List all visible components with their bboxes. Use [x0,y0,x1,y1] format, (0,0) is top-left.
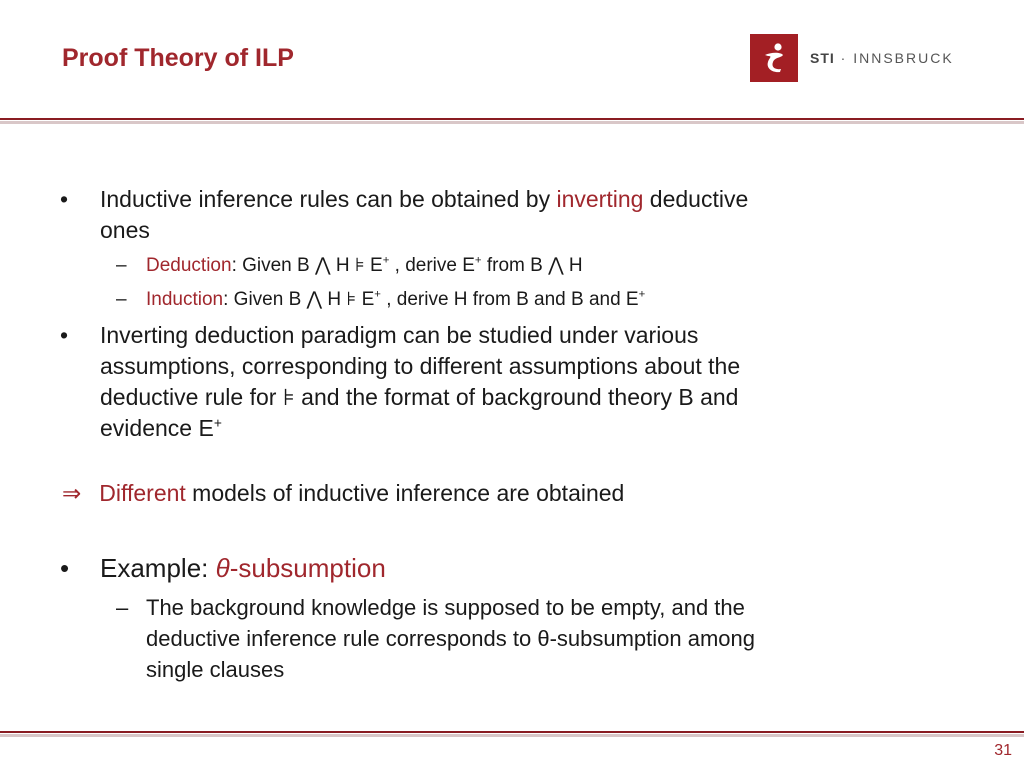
bullet-text: deductive [643,186,749,212]
accent-inverting: inverting [556,186,644,212]
sub-text: The background knowledge is supposed to be empty, and the [146,595,745,620]
sub-text: single clauses [146,657,285,682]
accent-deduction: Deduction [146,255,232,276]
sub-text: : Given B ⋀ H ⊧ E [223,289,375,310]
bullet-text: evidence E [100,415,214,441]
sub-text: , derive E [389,255,475,276]
page-number: 31 [994,742,1012,759]
sub-text: deductive inference rule corresponds to θ-subsumption among [146,626,756,651]
superscript-plus: + [638,288,646,301]
superscript-plus: + [213,415,222,431]
accent-induction: Induction [146,289,224,310]
superscript-plus: + [382,254,390,267]
footer-divider-shadow [0,734,1024,737]
sti-figure-icon [750,34,798,82]
sub-text: , derive H from B and B and E [380,289,639,310]
bullet-inverting-deduction [100,320,930,444]
superscript-plus: + [474,254,482,267]
sub-bullet-induction [146,285,946,315]
accent-subsumption: -subsumption [229,553,386,583]
sub-bullet-background-knowledge [146,592,946,685]
theta-symbol: θ [215,553,230,583]
bullet-inductive-rules [100,184,930,246]
implication-text: models of inductive inference are obtained [185,480,625,506]
bullet-text: Inverting deduction paradigm can be studied under various [100,322,699,348]
superscript-plus: + [374,288,381,301]
header-divider [0,118,1024,120]
implication-statement [62,478,624,509]
bullet-text: deductive rule for ⊧ and the format of background theory B and [100,384,739,410]
page-title: Proof Theory of ILP [62,44,294,72]
footer-divider [0,731,1024,733]
logo-location: INNSBRUCK [853,50,954,66]
logo-separator: · [834,50,854,66]
logo-text [810,50,954,66]
bullet-example [100,551,930,585]
bullet-text: assumptions, corresponding to different assumptions about the [100,353,741,379]
header-divider-shadow [0,121,1024,124]
sub-text: : Given B ⋀ H ⊧ E [231,255,383,276]
bullet-text: ones [100,217,150,243]
logo-name: STI [810,50,835,66]
sub-text: from B ⋀ H [481,255,583,276]
sti-innsbruck-logo [750,34,954,82]
accent-different: Different [99,480,186,506]
bullet-text: Inductive inference rules can be obtained by [100,186,557,212]
bullet-text: Example: [100,553,216,583]
implies-arrow-icon: ⇒ [62,480,82,506]
sub-bullet-deduction [146,251,946,281]
